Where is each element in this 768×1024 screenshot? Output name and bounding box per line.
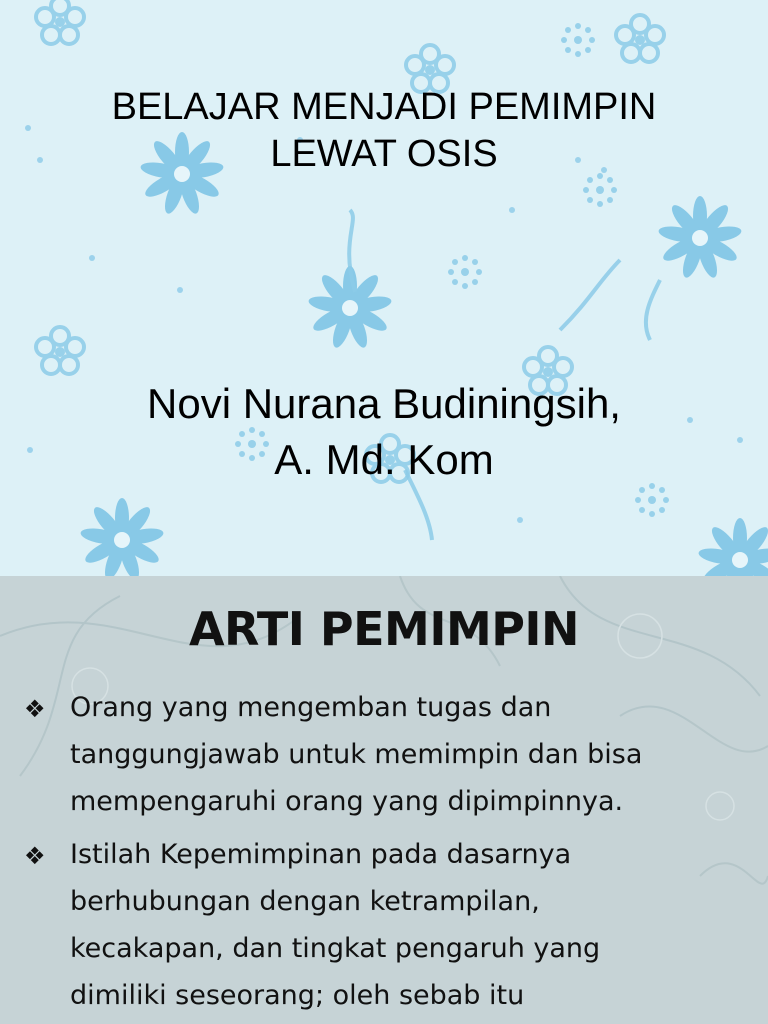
slide-title: ARTI PEMIMPIN — [188, 602, 580, 656]
bullet-diamond-icon: ❖ — [24, 695, 46, 723]
bullet-line: tanggungjawab untuk memimpin dan bisa — [70, 739, 643, 770]
bullet-item — [24, 831, 764, 1019]
slide-2 — [0, 576, 768, 1024]
bullet-line: kecakapan, dan tingkat pengaruh yang — [70, 933, 601, 964]
presentation-author — [0, 376, 768, 488]
bullet-line: Istilah Kepemimpinan pada dasarnya — [70, 839, 572, 870]
bullet-line: Orang yang mengemban tugas dan — [70, 692, 552, 723]
author-line-2: A. Md. Kom — [274, 436, 494, 483]
bullet-line: berhubungan dengan ketrampilan, — [70, 886, 540, 917]
bullet-item — [24, 684, 764, 825]
title-line-1: BELAJAR MENJADI PEMIMPIN — [111, 86, 657, 128]
bullet-list — [24, 684, 764, 1024]
title-line-2: LEWAT OSIS — [270, 133, 498, 175]
bullet-diamond-icon: ❖ — [24, 842, 46, 870]
author-line-1: Novi Nurana Budiningsih, — [147, 380, 621, 427]
bullet-line: mempengaruhi orang yang dipimpinnya. — [70, 786, 624, 817]
bullet-line: dimiliki seseorang; oleh sebab itu — [70, 980, 525, 1011]
presentation-title — [0, 84, 768, 178]
